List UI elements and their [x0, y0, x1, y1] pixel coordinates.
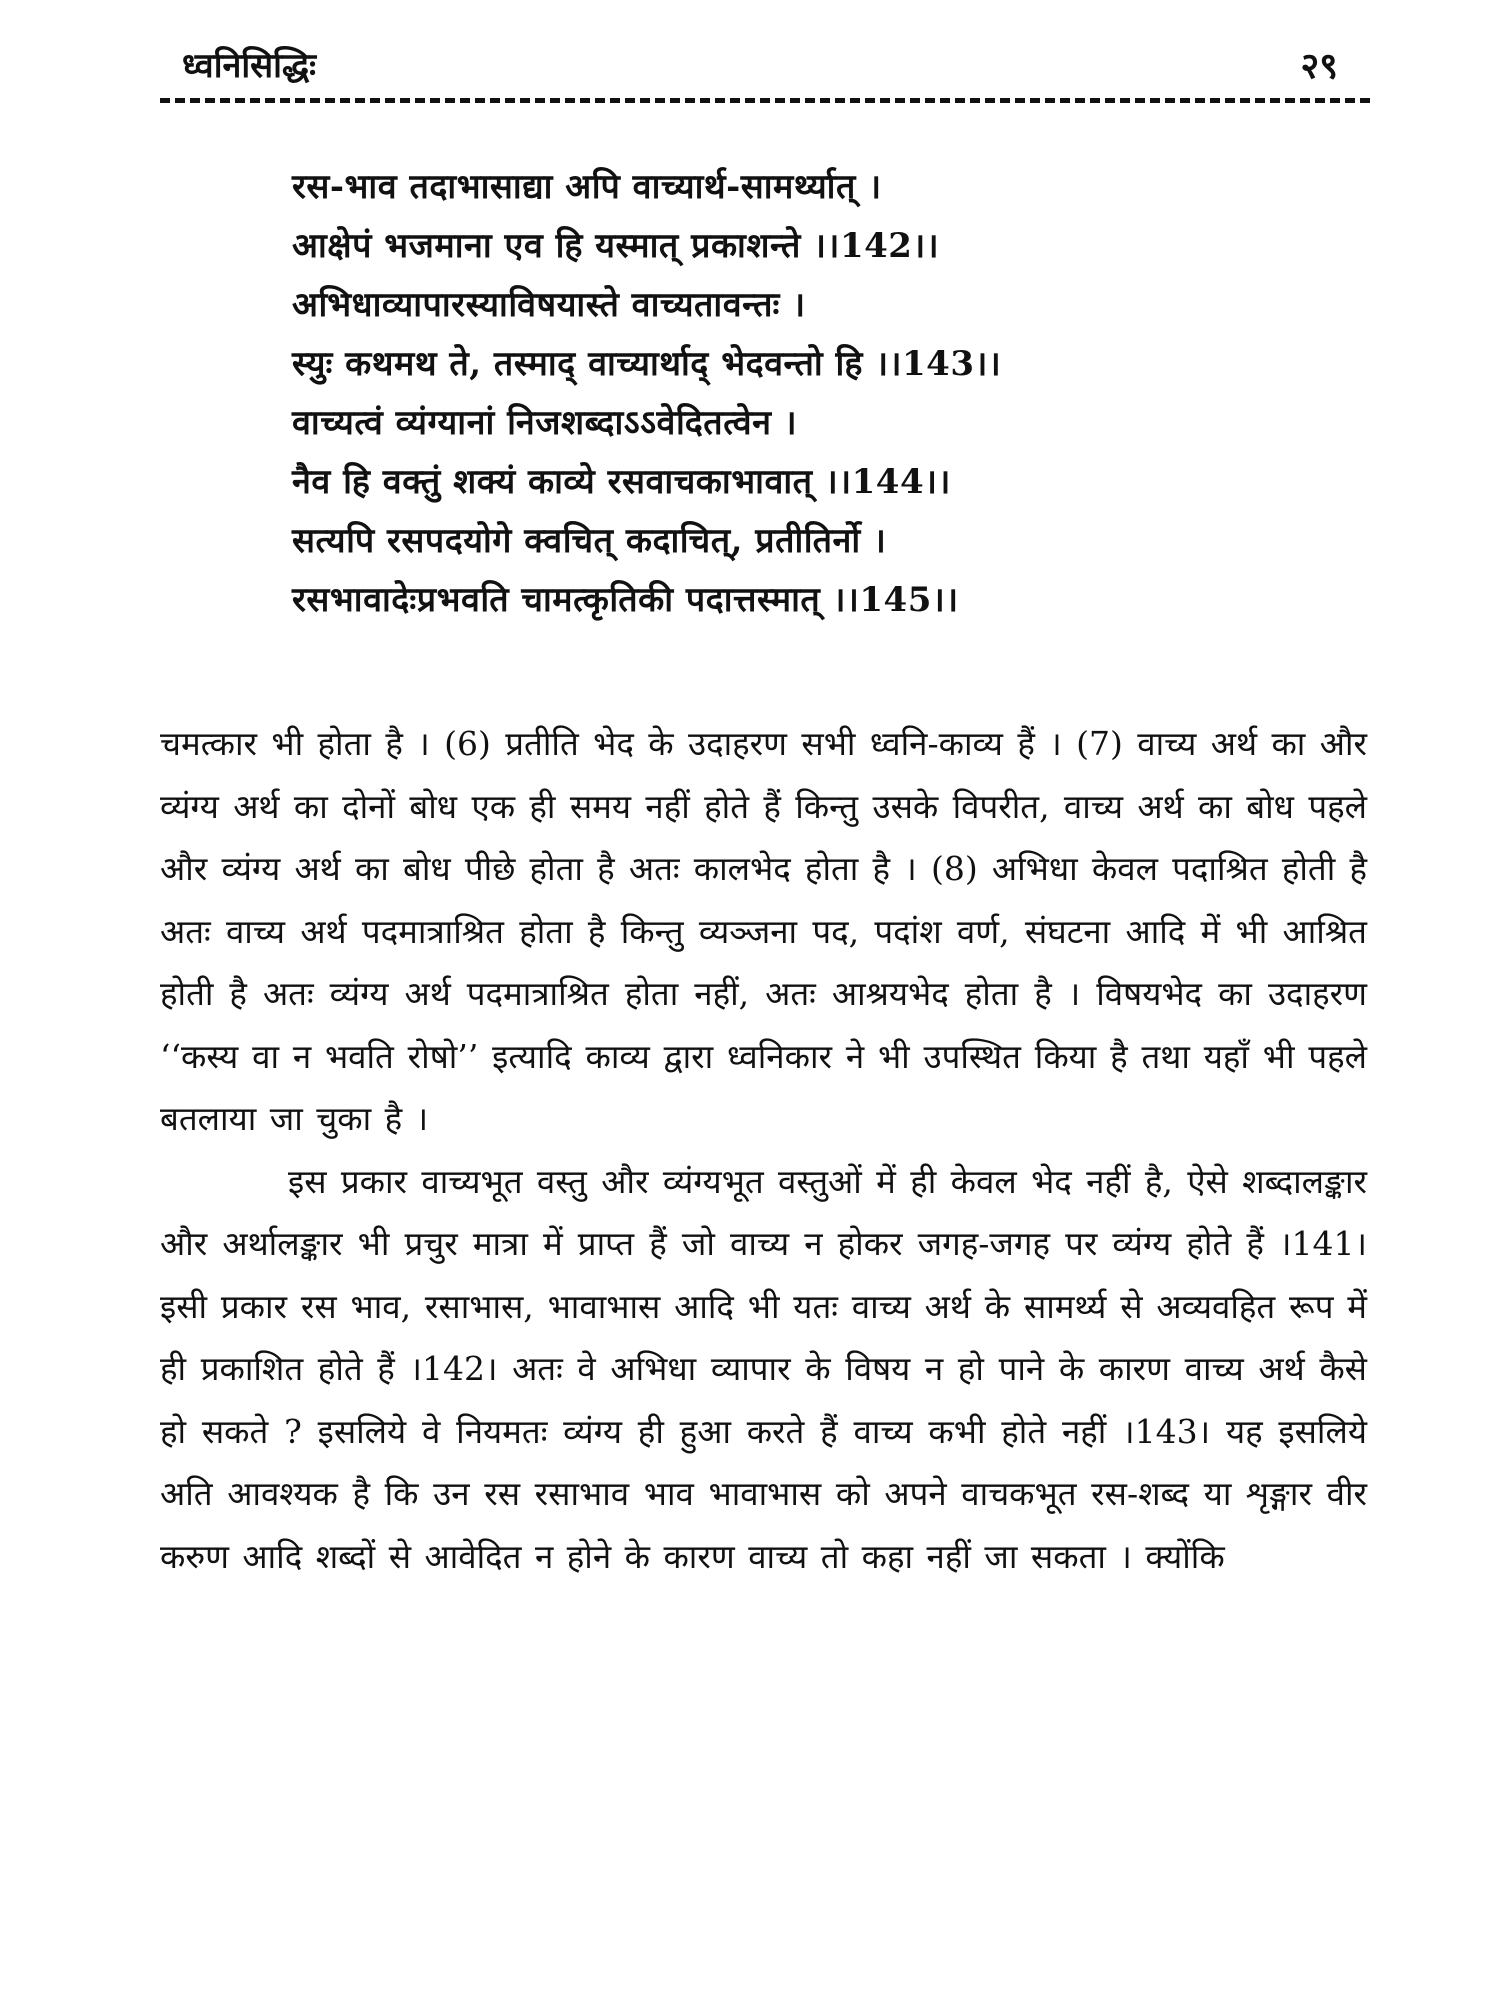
verse-line: रस-भाव तदाभासाद्या अपि वाच्यार्थ-सामर्थ्यात् ।	[292, 167, 882, 207]
commentary-paragraph: चमत्कार भी होता है । (6) प्रतीति भेद के उदाहरण सभी ध्वनि-काव्य हैं । (7) वाच्य अर्थ का और व्यंग्य अर्थ का दोनों बोध एक ही समय नहीं होते हैं किन्तु उसके विपरीत, वाच्य अर्थ का बोध पहले और व्यंग्य अर्थ का बोध पीछे होता है अतः कालभेद होता है । (8) अभिधा केवल पदाश्रित होती है अतः वाच्य अर्थ पदमात्राश्रित होता है किन्तु व्यञ्जना पद, पदांश वर्ण, संघटना आदि में भी आश्रित होती है अतः व्यंग्य अर्थ पदमात्राश्रित होता नहीं, अतः आश्रयभेद होता है । विषयभेद का उदाहरण ‘‘कस्य वा न भवति रोषो’’ इत्यादि काव्य द्वारा ध्वनिकार ने भी उपस्थित किया है तथा यहाँ भी पहले बतलाया जा चुका है ।	[160, 724, 1367, 1138]
commentary-paragraph: इस प्रकार वाच्यभूत वस्तु और व्यंग्यभूत वस्तुओं में ही केवल भेद नहीं है, ऐसे शब्दालङ्कार और अर्थालङ्कार भी प्रचुर मात्रा में प्राप्त हैं जो वाच्य न होकर जगह-जगह पर व्यंग्य होते हैं ।141। इसी प्रकार रस भाव, रसाभास, भावाभास आदि भी यतः वाच्य अर्थ के सामर्थ्य से अव्यवहित रूप में ही प्रकाशित होते हैं ।142। अतः वे अभिधा व्यापार के विषय न हो पाने के कारण वाच्य अर्थ कैसे हो सकते ? इसलिये वे नियमतः व्यंग्य ही हुआ करते हैं वाच्य कभी होते नहीं ।143। यह इसलिये अति आवश्यक है कि उन रस रसाभाव भाव भावाभास को अपने वाचकभूत रस-शब्द या शृङ्गार वीर करुण आदि शब्दों से आवेदित न होने के कारण वाच्य तो कहा नहीं जा सकता । क्योंकि	[160, 1161, 1367, 1576]
verse-line: वाच्यत्वं व्यंग्यानां निजशब्दाऽऽवेदितत्वेन ।	[292, 403, 798, 443]
verse-line: आक्षेपं भजमाना एव हि यस्मात् प्रकाशन्ते ।।142।।	[292, 226, 940, 266]
page-number: २९	[1300, 45, 1338, 87]
header-dashed-rule	[160, 98, 1370, 103]
verse-block	[292, 158, 1372, 630]
verse-line: नैव हि वक्तुं शक्यं काव्ये रसवाचकाभावात् ।।144।।	[292, 462, 951, 502]
running-header	[160, 42, 1370, 102]
verse-line: सत्यपि रसपदयोगे क्वचित् कदाचित्, प्रतीतिर्नो ।	[292, 521, 887, 561]
verse-line: स्युः कथमथ ते, तस्माद् वाच्यार्थाद् भेदवन्तो हि ।।143।।	[292, 344, 1002, 384]
running-title: ध्वनिसिद्धिः	[182, 46, 316, 86]
verse-line: रसभावादेःप्रभवति चामत्कृतिकी पदात्तस्मात् ।।145।।	[292, 580, 959, 620]
verse-line: अभिधाव्यापारस्याविषयास्ते वाच्यतावन्तः ।	[292, 285, 806, 325]
commentary-text	[160, 713, 1367, 1588]
